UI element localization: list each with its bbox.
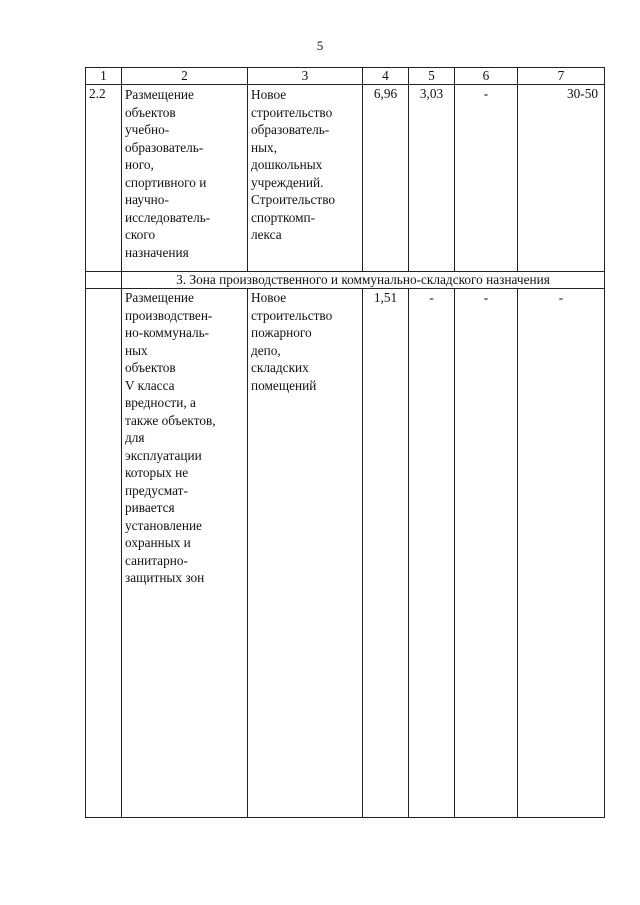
col6-value: -: [455, 289, 518, 818]
activity-line: дошкольных: [251, 157, 323, 172]
purpose-line: Размещение: [125, 87, 194, 102]
purpose-line: ных: [125, 342, 148, 358]
purpose-line: учебно-: [125, 122, 170, 137]
header-cell: 5: [409, 68, 455, 85]
purpose-line: которых не: [125, 465, 189, 480]
purpose-line: ривается: [125, 500, 175, 515]
purpose-cell: [122, 289, 248, 818]
purpose-line: назначения: [125, 244, 189, 260]
section-title: 3. Зона производственного и коммунально-складского назначения: [122, 272, 605, 289]
section-row: [86, 272, 605, 289]
activity-line: ных,: [251, 139, 278, 155]
activity-line: Строительство: [251, 192, 336, 207]
col5-value: 3,03: [409, 85, 455, 272]
purpose-line: установление: [125, 517, 202, 533]
activity-line: помещений: [251, 377, 317, 393]
activity-line: складских: [251, 360, 309, 375]
purpose-line: Размещение: [125, 290, 194, 305]
purpose-line: вредности, а: [125, 395, 196, 410]
row-number-cell: [86, 289, 122, 818]
purpose-line: ного,: [125, 157, 154, 172]
header-cell: 7: [518, 68, 605, 85]
activity-line: Новое: [251, 290, 287, 305]
activity-line: лекса: [251, 227, 282, 242]
zoning-table: [85, 67, 605, 818]
header-cell: 1: [86, 68, 122, 85]
purpose-line: предусмат-: [125, 482, 188, 498]
section-number-cell: [86, 272, 122, 289]
activity-line: образователь-: [251, 122, 330, 137]
table-row: [86, 85, 605, 272]
col7-value: 30-50: [518, 85, 605, 272]
col7-value: -: [518, 289, 605, 818]
purpose-line: объектов: [125, 360, 176, 375]
col5-value: -: [409, 289, 455, 818]
activity-cell: [248, 289, 363, 818]
page-number: 5: [316, 38, 324, 53]
purpose-line: V класса: [125, 377, 175, 393]
col6-value: -: [455, 85, 518, 272]
activity-line: Новое: [251, 87, 287, 102]
activity-line: депо,: [251, 342, 281, 358]
header-cell: 6: [455, 68, 518, 85]
activity-line: строительство: [251, 307, 333, 323]
col4-value: 1,51: [363, 289, 409, 818]
activity-line: спорткомп-: [251, 209, 316, 225]
header-cell: 2: [122, 68, 248, 85]
purpose-line: защитных зон: [125, 570, 205, 585]
purpose-line: спортивного и: [125, 174, 207, 190]
purpose-line: охранных и: [125, 535, 191, 550]
purpose-line: научно-: [125, 192, 169, 207]
activity-line: учреждений.: [251, 174, 324, 190]
purpose-line: ского: [125, 227, 156, 242]
purpose-line: эксплуатации: [125, 447, 202, 463]
header-cell: 3: [248, 68, 363, 85]
purpose-line: исследователь-: [125, 209, 211, 225]
table-header-row: [86, 68, 605, 85]
purpose-line: объектов: [125, 104, 176, 120]
table-row: [86, 289, 605, 818]
purpose-line: производствен-: [125, 307, 213, 323]
col4-value: 6,96: [363, 85, 409, 272]
header-cell: 4: [363, 68, 409, 85]
purpose-line: образователь-: [125, 139, 204, 155]
purpose-line: для: [125, 430, 145, 445]
purpose-line: но-коммуналь-: [125, 325, 210, 340]
purpose-line: также объектов,: [125, 412, 216, 428]
purpose-cell: [122, 85, 248, 272]
activity-line: пожарного: [251, 325, 312, 340]
activity-line: строительство: [251, 104, 333, 120]
activity-cell: [248, 85, 363, 272]
row-number-cell: 2.2: [86, 85, 122, 272]
purpose-line: санитарно-: [125, 552, 188, 568]
